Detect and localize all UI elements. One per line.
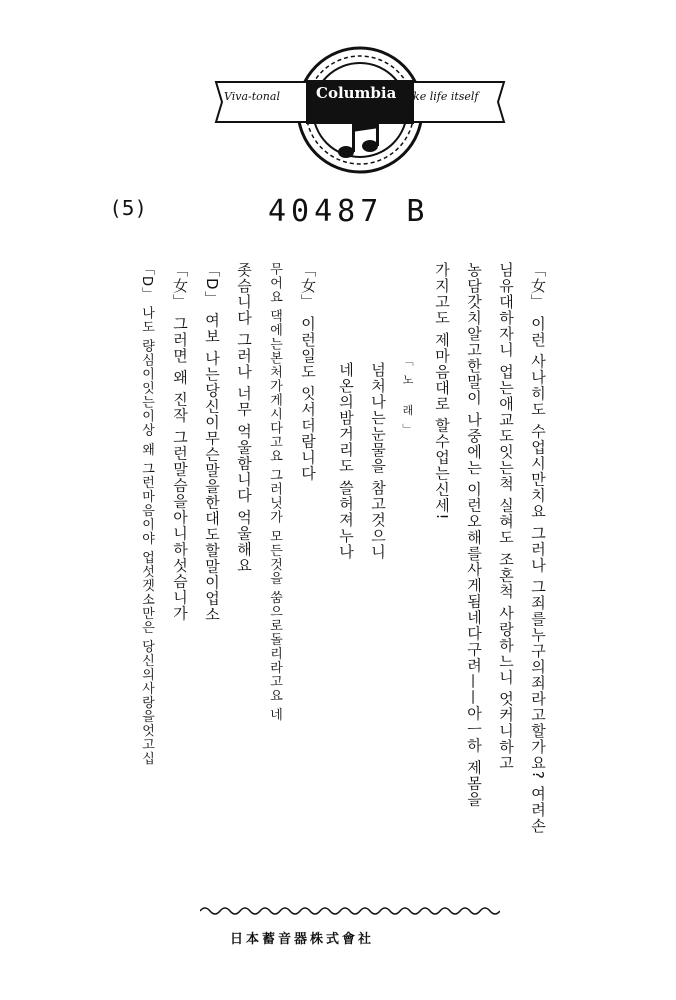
- columbia-logo: [210, 44, 510, 174]
- lyric-column-4: 가지고도 제마음대로 할수업는신세!: [433, 262, 451, 521]
- song-line-1: 넘처나는눈물을 참고것으니: [369, 362, 387, 560]
- wavy-divider: [200, 905, 500, 917]
- lyric-column-1: 「女」 이런 사나히도 수업시만치요 그러나 그죄를누구의죄라고할가요? 여려손: [529, 262, 547, 834]
- logo-slogan-right: like life itself: [406, 90, 479, 103]
- lyric-column-2: 님유대하자니 업는애교도잇는척 실혀도 조혼척 사랑하느니 엇커니하고: [497, 262, 515, 771]
- page-number: (5): [112, 196, 147, 220]
- columbia-emblem-icon: [210, 44, 510, 174]
- song-label: 「노 래」: [401, 355, 414, 443]
- song-line-2: 네온의밤거리도 쓸허져누나: [337, 362, 355, 560]
- lyric-column-8: 「女」 이런일도 잇서더람니다: [299, 262, 317, 482]
- lyric-column-3: 농담갓치알고한말이 나중에는 이런오해를사게됨네다구려——아ㅡ하 제몸을: [465, 262, 483, 808]
- lyric-column-11: 「D」 여보 나는당신이무슨말을한대도할말이업소: [203, 262, 221, 623]
- lyric-column-12: 「女」 그러면 왜 진작 그런말슴을아니하섯슴니가: [171, 262, 189, 622]
- logo-slogan-left: Viva-tonal: [224, 90, 280, 103]
- catalog-number: 40487 B: [268, 194, 430, 229]
- logo-brand-name: Columbia: [316, 84, 397, 102]
- lyric-column-9: 무어요 댁에는본처가게시다고요 그러닛가 모든것을 쑴으로돌리라고요 네: [267, 262, 282, 722]
- lyric-column-13: 「D」 나도 량심이잇는이상 왜 그런마음이야 업섯겟소만은 당신의사랑을엇고십: [139, 262, 154, 766]
- lyric-column-10: 좃슴니다 그러나 너무 억울함니다 억울해요: [235, 262, 253, 574]
- publisher-name: 日本蓄音器株式會社: [230, 932, 375, 947]
